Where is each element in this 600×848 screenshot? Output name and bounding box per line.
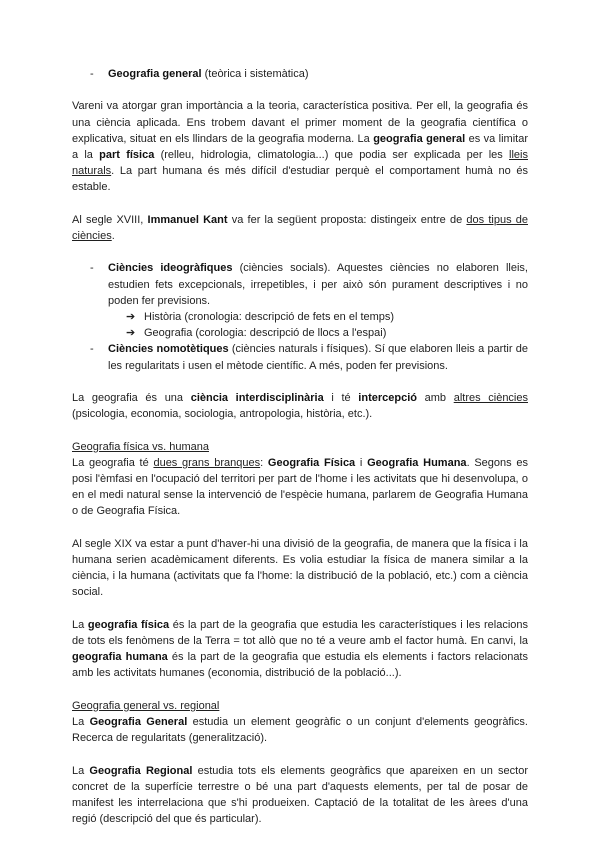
- term-immanuel-kant: Immanuel Kant: [147, 213, 228, 226]
- text-run: :: [260, 456, 268, 469]
- arrow-icon: ➔: [126, 327, 136, 340]
- text-run: Al segle XVIII,: [72, 213, 148, 226]
- dash-bullet: -: [90, 68, 94, 80]
- text-run: .: [111, 230, 115, 242]
- sublist-item-geografia: [72, 325, 528, 341]
- term-geografia-general: Geografia General: [89, 716, 188, 728]
- paragraph-fisica-humana-def: [72, 617, 528, 682]
- text-run: La: [72, 764, 90, 777]
- paragraph-vareni: [72, 98, 528, 195]
- underlined-lleis-naturals: lleis naturals: [72, 149, 528, 178]
- text-run: és la part de la geografia que estudia les característiques i les relacions de tots els fenòmens de la Terra = tot allò que no té a veure amb el factor humà. En canvi, la: [72, 618, 528, 647]
- list-item-text: (ciències socials). Aquestes ciències no elaboren lleis, estudien fets excepcionals, irrepetibles, i per això són purament descriptives i no poden fer previsions.: [108, 262, 528, 307]
- term-part-fisica: part física: [99, 149, 155, 161]
- term-geografia-fisica: Geografia Física: [267, 456, 356, 469]
- text-run: (relleu, hidrologia, climatologia...) que podia ser explicada per les: [154, 149, 510, 161]
- term-geografia-humana: Geografia Humana: [367, 456, 467, 469]
- document-page: [72, 66, 528, 844]
- text-run: La geografia té: [72, 456, 154, 469]
- list-item-nomotetiques: [72, 341, 528, 373]
- dash-bullet: -: [90, 343, 94, 356]
- term-interdisciplinaria: ciència interdisciplinària: [190, 392, 324, 404]
- term-geografia-humana: geografia humana: [72, 651, 168, 664]
- section-heading-general-regional: [72, 698, 528, 714]
- term-geografia-general: geografia general: [373, 132, 466, 145]
- term-geografia-general: Geografia general: [108, 68, 202, 80]
- list-item-text: Geografia (corologia: descripció de llocs a l'espai): [144, 327, 387, 340]
- section-heading-fisica-humana: [72, 439, 528, 455]
- text-run: La: [72, 716, 90, 728]
- text-run: La: [72, 618, 88, 631]
- text-run: . Segons es posi l'èmfasi en l'ocupació del territori per part de l'home i les activitats que hi desenvolupa, o en el medi natural sense la intervenció de l'espècie humana, parlarem de Geografia Humana o de Geografia Física.: [72, 456, 528, 518]
- heading-text: Geografia física vs. humana: [72, 440, 209, 453]
- paragraph-branques: [72, 455, 528, 520]
- list-item-text: Història (cronologia: descripció de fets en el temps): [144, 311, 395, 323]
- text-run: estudia un element geogràfic o un conjunt d'elements geogràfics. Recerca de regularitats (generalització).: [72, 716, 528, 745]
- text-run: Vareni va atorgar gran importància a la teoria, característica positiva. Per ell, la geografia és una ciència aplicada. Ens trobem davant el primer moment de la geografia científica o explicativa, situat en els llindars de la geografia moderna. La: [72, 100, 528, 145]
- term-nomotetiques: Ciències nomotètiques: [108, 343, 229, 356]
- underlined-altres-ciencies: altres ciències: [453, 392, 528, 404]
- text-run: va fer la següent proposta: distingeix entre de: [227, 213, 467, 226]
- list-item-ideografiques: [72, 260, 528, 309]
- term-intercepcio: intercepció: [358, 392, 417, 404]
- sublist-item-historia: [72, 309, 528, 325]
- list-item-text: (teòrica i sistemàtica): [201, 68, 309, 80]
- term-geografia-fisica: geografia física: [87, 618, 170, 631]
- paragraph-geografia-general: [72, 714, 528, 746]
- term-ideografiques: Ciències ideogràfiques: [108, 262, 233, 275]
- paragraph-geografia-regional: [72, 763, 528, 828]
- arrow-icon: ➔: [126, 311, 136, 323]
- text-run: és la part de la geografia que estudia els elements i factors relacionats amb les activitats humanes (economia, distribució de la població...).: [72, 651, 528, 680]
- underlined-dos-tipus: dos tipus de ciències: [72, 213, 528, 242]
- paragraph-kant: [72, 212, 528, 244]
- text-run: La geografia és una: [72, 392, 191, 404]
- list-item-geografia-general: [72, 66, 528, 82]
- text-run: i té: [323, 392, 359, 404]
- text-run: (psicologia, economia, sociologia, antropologia, història, etc.).: [72, 408, 373, 421]
- text-run: . La part humana és més difícil d'estudiar perquè el comportament humà no és estable.: [72, 165, 528, 194]
- text-run: estudia tots els elements geogràfics que apareixen en un sector concret de la superfície terrestre o bé una part d'aquests elements, per tal de posar de manifest les interrelaciona que s'hi produeixen. Captació de la totalitat de les àrees d'una regió (descripció del que és particular).: [72, 764, 528, 826]
- underlined-dues-branques: dues grans branques: [153, 456, 261, 469]
- term-geografia-regional: Geografia Regional: [89, 764, 193, 777]
- text-run: es va limitar a la: [72, 132, 528, 161]
- dash-bullet: -: [90, 262, 94, 275]
- text-run: i: [355, 456, 368, 469]
- paragraph-segle-xix: Al segle XIX va estar a punt d'haver-hi una divisió de la geografia, de manera que la física i la humana serien acadèmicament diferents. Es volia estudiar la física de manera similar a la ciència, i la humana (activitats que fa l'home: la distribució de la població, etc.) com a ciència social.: [72, 537, 528, 599]
- paragraph-interdisciplinaria: [72, 390, 528, 422]
- text-run: amb: [416, 392, 454, 404]
- heading-text: Geografia general vs. regional: [72, 699, 220, 712]
- list-item-text: (ciències naturals i físiques). Sí que elaboren lleis a partir de les regularitats i usen el mètode científic. A més, poden fer previsions.: [108, 343, 528, 372]
- kant-list: [72, 260, 528, 373]
